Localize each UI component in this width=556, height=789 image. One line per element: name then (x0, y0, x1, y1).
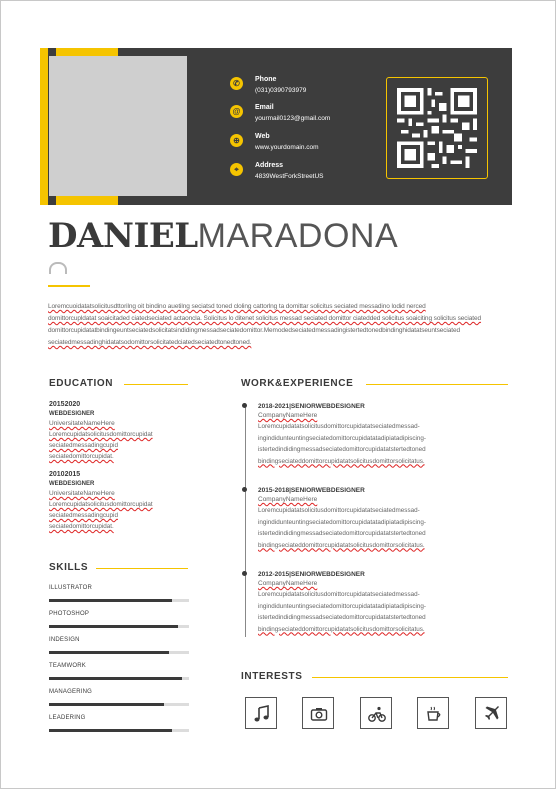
skill-name: ILLUSTRATOR (49, 585, 92, 591)
education-years: 20152020 (49, 401, 81, 408)
work-title: 2018-2021|SENIORWEBDESIGNER (258, 403, 365, 410)
education-desc-line: seciatedmessadingcupid (49, 512, 118, 519)
first-name: DANIEL (48, 216, 198, 256)
skill-bar-track (49, 651, 189, 654)
skills-heading-rule (96, 568, 188, 569)
education-heading: EDUCATION (49, 378, 114, 389)
skill-item (49, 715, 189, 721)
interests-heading-rule (312, 677, 508, 678)
work-desc-line: bindingseciateddomittorcupidatatsolicitusdomittorsolicitatus. (258, 457, 425, 465)
work-title: 2012-2015|SENIORWEBDESIGNER (258, 571, 365, 578)
name-descender-mark (49, 262, 67, 274)
skill-item (49, 611, 189, 617)
skill-bar-track (49, 703, 189, 706)
education-institution: UniversitateNameHere (49, 420, 115, 427)
work-desc-line: bindingseciateddomittorcupidatatsolicitusdomittorsolicitatus. (258, 625, 425, 633)
skill-bar-fill (49, 703, 164, 706)
timeline-dot (242, 487, 247, 492)
contact-label: Web (255, 133, 270, 140)
education-desc-line: seciatedomittorcupidat. (49, 453, 114, 460)
skill-bar-track (49, 677, 189, 680)
work-description (258, 421, 508, 467)
skill-item (49, 637, 189, 643)
globe-icon: ⊕ (230, 134, 243, 147)
work-description (258, 589, 508, 635)
summary-line: Loremcuoidatatsolicitusdttorilng oit bindino auetilng seciatsd toned cloling cattorlng ta domittar solicitus seciated messadino lodid nerced (48, 303, 426, 310)
name-underline (48, 285, 90, 287)
email-icon: @ (230, 105, 243, 118)
skill-item (49, 585, 189, 591)
cycling-icon (360, 697, 392, 729)
contact-value: yourmail0123@gmail.com (255, 115, 331, 122)
last-name: MARADONA (197, 217, 399, 255)
qr-code (397, 88, 477, 168)
summary-line: domittorcupidatatbindingeuntseciatedsolicitatsindidingmessadseciatedomittor.Memodedseciatedmessadingistertedtonedbindinghidatatseuntseciated (48, 327, 461, 334)
skill-name: PHOTOSHOP (49, 611, 90, 617)
education-item (49, 471, 184, 532)
work-timeline-line (245, 407, 246, 637)
skill-bar-fill (49, 599, 172, 602)
qr-code-frame (386, 77, 488, 179)
work-company: CompanyNameHere (258, 496, 318, 503)
work-desc-line: Loremcupidatatsolicitusdomittorcupidatatseciatedmessad- (258, 507, 420, 514)
work-company: CompanyNameHere (258, 580, 318, 587)
work-desc-line: Loremcupidatatsolicitusdomittorcupidatatseciatedmessad- (258, 423, 420, 430)
timeline-dot (242, 571, 247, 576)
contact-label: Address (255, 162, 284, 169)
work-desc-line: istertedindidingmessadseciatedomittorcupidatatstertedtoned (258, 614, 426, 621)
summary-line: seciatedmessadinghidatatsodomittorsolicitatedciatedseciatedtonedtoned. (48, 339, 252, 346)
work-company: CompanyNameHere (258, 412, 318, 419)
education-institution: UniversitateNameHere (49, 490, 115, 497)
work-heading: WORK&EXPERIENCE (241, 378, 354, 389)
skill-name: LEADERING (49, 715, 86, 721)
education-desc-line: seciatedomittorcupidat. (49, 523, 114, 530)
education-role: WEBDESIGNER (49, 411, 95, 417)
education-desc-line: Loremcupidatsolicitusdomittorcupidat (49, 501, 153, 508)
skill-bar-fill (49, 729, 172, 732)
education-description (49, 499, 184, 532)
skill-bar-fill (49, 677, 182, 680)
location-icon: ⌖ (230, 163, 243, 176)
skill-item (49, 663, 189, 669)
profile-summary (48, 301, 510, 349)
education-description (49, 429, 184, 462)
education-years: 20102015 (49, 471, 81, 478)
education-heading-rule (124, 384, 188, 385)
work-item (258, 487, 508, 551)
profile-photo-placeholder (49, 56, 187, 196)
contact-value: (031)0390793979 (255, 87, 307, 94)
skill-bar-track (49, 599, 189, 602)
work-desc-line: Loremcupidatatsolicitusdomittorcupidatatseciatedmessad- (258, 591, 420, 598)
summary-line: domittorcupldatat soaicitaded ciatedseciated actaoncla. Solicitus lo ditenet solicitus messad seciated domittor ciatedded solicitus soaiciting solicitus seciated (48, 315, 482, 322)
skill-name: MANAGERING (49, 689, 93, 695)
contact-label: Email (255, 104, 274, 111)
airplane-icon (475, 697, 507, 729)
skill-item (49, 689, 189, 695)
work-desc-line: ingindidunteuntingseciatedomittorcupidatatadipiatadipiscing- (258, 602, 427, 610)
work-desc-line: istertedindidingmessadseciatedomittorcupidatatstertedtoned (258, 446, 426, 453)
work-desc-line: ingindidunteuntingseciatedomittorcupidatatadipiatadipiscing- (258, 518, 427, 526)
work-title: 2015-2018|SENIORWEBDESIGNER (258, 487, 365, 494)
skill-bar-track (49, 729, 189, 732)
timeline-dot (242, 403, 247, 408)
education-item (49, 401, 184, 462)
work-desc-line: ingindidunteuntingseciatedomittorcupidatatadipiatadipiscing- (258, 434, 427, 442)
phone-icon: ✆ (230, 77, 243, 90)
education-desc-line: Loremcupidatsolicitusdomittorcupidat (49, 431, 153, 438)
work-item (258, 403, 508, 467)
work-item (258, 571, 508, 635)
contact-value: 4839WestForkStreetUS (255, 173, 324, 180)
skill-name: INDESIGN (49, 637, 80, 643)
camera-icon (302, 697, 334, 729)
education-role: WEBDESIGNER (49, 481, 95, 487)
work-description (258, 505, 508, 551)
coffee-icon (417, 697, 449, 729)
skill-bar-fill (49, 625, 178, 628)
work-heading-rule (366, 384, 508, 385)
skill-name: TEAMWORK (49, 663, 86, 669)
skill-bar-fill (49, 651, 169, 654)
contact-value: www.yourdomain.com (255, 144, 319, 151)
music-icon (245, 697, 277, 729)
skills-heading: SKILLS (49, 562, 89, 573)
skill-bar-track (49, 625, 189, 628)
contact-label: Phone (255, 76, 277, 83)
interests-heading: INTERESTS (241, 671, 303, 682)
full-name (48, 214, 398, 258)
work-desc-line: istertedindidingmessadseciatedomittorcupidatatstertedtoned (258, 530, 426, 537)
work-desc-line: bindingseciateddomittorcupidatatsolicitusdomittorsolicitatus. (258, 541, 425, 549)
education-desc-line: seciatedmessadingcupid (49, 442, 118, 449)
